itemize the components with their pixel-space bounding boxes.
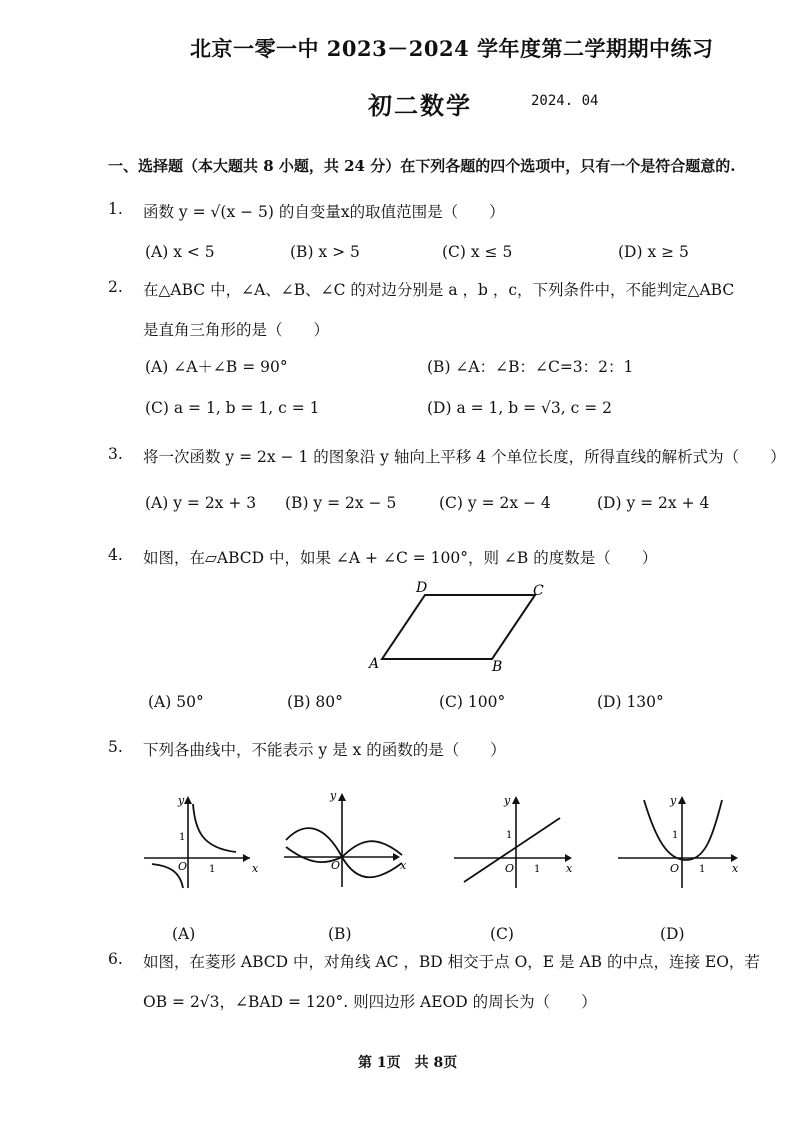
exam-date: 2024. 04	[531, 93, 599, 109]
q1-option-c: (C) x ≤ 5	[442, 243, 513, 261]
q3-option-c: (C) y = 2x − 4	[439, 494, 551, 512]
x-arrow-icon	[731, 854, 738, 862]
x-arrow-icon	[393, 853, 400, 861]
y-arrow-icon	[512, 796, 520, 804]
exam-title: 北京一零一中 2023－2024 学年度第二学期期中练习	[190, 36, 714, 61]
q2-option-a: (A) ∠A＋∠B = 90°	[145, 358, 288, 376]
origin-label: O	[331, 859, 341, 872]
parabola	[644, 800, 722, 860]
tick-label-y1: 1	[672, 830, 679, 841]
question-text-6: 如图，在菱形 ABCD 中，对角线 AC ，BD 相交于点 O，E 是 AB 的中点，连接 EO，若	[143, 953, 760, 971]
tick-label-x1: 1	[699, 864, 706, 875]
q3-option-d: (D) y = 2x + 4	[597, 494, 710, 512]
x-arrow-icon	[565, 854, 572, 862]
q1-option-a: (A) x < 5	[145, 243, 215, 261]
question-text-2: 在△ABC 中，∠A、∠B、∠C 的对边分别是 a ，b ，c，下列条件中，不能判定△ABC	[143, 281, 735, 299]
parallelogram-abcd	[382, 595, 535, 659]
graph-caption-c: (C)	[490, 925, 514, 943]
origin-label: O	[505, 862, 515, 875]
y-arrow-icon	[338, 793, 346, 801]
hyperbola-branch-right	[193, 804, 236, 852]
q4-option-a: (A) 50°	[148, 693, 204, 711]
question-text-5: 下列各曲线中，不能表示 y 是 x 的函数的是（ ）	[143, 741, 506, 759]
origin-label: O	[670, 862, 680, 875]
question-text-6-cont: OB = 2√3，∠BAD = 120°. 则四边形 AEOD 的周长为（ ）	[143, 993, 597, 1011]
y-label: y	[330, 789, 337, 802]
question-text-3: 将一次函数 y = 2x − 1 的图象沿 y 轴向上平移 4 个单位长度，所得直线的解析式为（ ）	[143, 448, 786, 466]
q1-option-d: (D) x ≥ 5	[618, 243, 689, 261]
q4-option-c: (C) 100°	[439, 693, 506, 711]
x-label: x	[252, 862, 259, 875]
parallelogram-figure	[360, 575, 560, 675]
origin-label: O	[178, 860, 188, 873]
vertex-label-b: B	[492, 659, 503, 675]
graph-b	[280, 785, 410, 890]
tick-label-y1: 1	[506, 830, 513, 841]
curve-1	[286, 828, 402, 877]
x-label: x	[566, 862, 573, 875]
y-label: y	[670, 794, 677, 807]
q3-option-a: (A) y = 2x + 3	[145, 494, 257, 512]
graph-c	[448, 790, 578, 890]
vertex-label-d: D	[416, 580, 428, 596]
q2-option-d: (D) a = 1, b = √3, c = 2	[427, 399, 612, 417]
graph-d	[612, 790, 747, 890]
graph-caption-a: (A)	[172, 925, 196, 943]
q3-option-b: (B) y = 2x − 5	[285, 494, 397, 512]
x-label: x	[400, 859, 407, 872]
q2-option-c: (C) a = 1, b = 1, c = 1	[145, 399, 320, 417]
y-arrow-icon	[678, 796, 686, 804]
tick-label-y1: 1	[179, 832, 186, 843]
question-text-4: 如图，在▱ABCD 中，如果 ∠A + ∠C = 100°，则 ∠B 的度数是（ ）	[143, 549, 658, 567]
q1-option-b: (B) x > 5	[290, 243, 360, 261]
graph-caption-d: (D)	[660, 925, 685, 943]
page-footer: 第 1页 共 8页	[358, 1055, 458, 1071]
y-label: y	[178, 794, 185, 807]
vertex-label-c: C	[533, 583, 544, 599]
question-number-2: 2.	[108, 278, 123, 296]
question-text-1: 函数 y = √(x − 5) 的自变量x的取值范围是（ ）	[143, 203, 505, 221]
subject-title: 初二数学	[368, 91, 472, 120]
q4-option-d: (D) 130°	[597, 693, 664, 711]
question-number-1: 1.	[108, 200, 123, 218]
graph-caption-b: (B)	[328, 925, 352, 943]
q2-option-b: (B) ∠A：∠B：∠C=3：2：1	[427, 358, 634, 376]
q4-option-b: (B) 80°	[287, 693, 343, 711]
question-number-6: 6.	[108, 950, 123, 968]
question-text-2-cont: 是直角三角形的是（ ）	[143, 321, 330, 339]
tick-label-x1: 1	[534, 864, 541, 875]
question-number-5: 5.	[108, 738, 123, 756]
y-arrow-icon	[184, 796, 192, 804]
graph-a	[140, 790, 260, 890]
question-number-3: 3.	[108, 445, 123, 463]
y-label: y	[504, 794, 511, 807]
x-arrow-icon	[243, 854, 250, 862]
tick-label-x1: 1	[209, 864, 216, 875]
section-heading: 一、选择题（本大题共 8 小题，共 24 分）在下列各题的四个选项中，只有一个是符合题意的.	[108, 157, 736, 175]
x-label: x	[732, 862, 739, 875]
vertex-label-a: A	[369, 656, 380, 672]
question-number-4: 4.	[108, 546, 123, 564]
